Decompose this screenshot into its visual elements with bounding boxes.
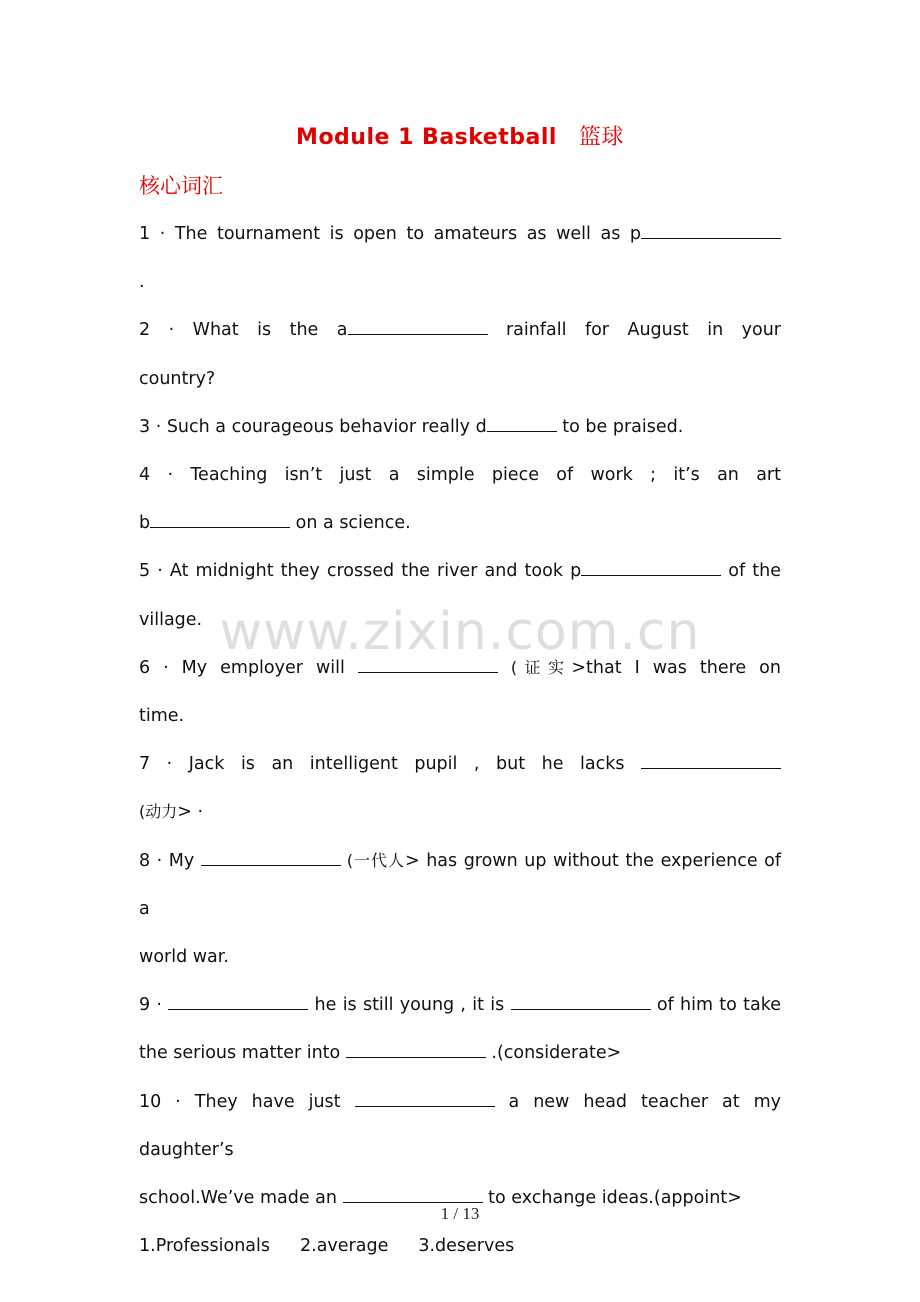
question-8-line-1: 8 · My (一代人> has grown up without the experience of a <box>139 850 781 919</box>
chinese-hint: (一代人 <box>340 850 406 870</box>
chinese-hint: (证实 <box>510 657 572 677</box>
question-9-line-2: the serious matter into .(considerate> <box>139 1043 622 1064</box>
answer-blank <box>358 671 498 673</box>
answer-blank <box>487 430 557 432</box>
chinese-hint: (动力 <box>139 802 178 822</box>
answer-blank <box>348 333 488 335</box>
title-chinese: 篮球 <box>578 125 624 150</box>
question-10-line-1: 10 · They have just a new head teacher at my daughter’s <box>139 1091 781 1160</box>
title-english: Module 1 Basketball <box>296 125 557 150</box>
answer-key <box>139 1222 781 1270</box>
answer-blank <box>511 1008 651 1010</box>
question-10-line-2: school.We’ve made an to exchange ideas.(appoint> <box>139 1188 742 1209</box>
question-9-line-1: 9 · he is still young , it is of him to take <box>139 995 781 1016</box>
answer-3: 3.deserves <box>418 1236 515 1257</box>
question-7-line-2: (动力> · <box>139 802 204 823</box>
question-3: 3 · Such a courageous behavior really d to be praised. <box>139 416 684 437</box>
question-2-line-1: 2 · What is the a rainfall for August in your <box>139 320 781 341</box>
answer-blank <box>641 237 781 239</box>
question-1-line-1: 1 · The tournament is open to amateurs as well as p <box>139 210 781 258</box>
answer-blank <box>150 526 290 528</box>
page-number: 1 / 13 <box>440 1204 480 1223</box>
answer-blank <box>581 574 721 576</box>
question-6-line-2: time. <box>139 706 185 727</box>
question-4-line-2: b on a science. <box>139 513 411 534</box>
answer-blank <box>641 767 781 769</box>
question-4-line-1: 4 · Teaching isn’t just a simple piece of work ; it’s an art <box>139 465 781 486</box>
question-5-line-1: 5 · At midnight they crossed the river and took p of the <box>139 561 781 582</box>
exercise-body <box>139 210 781 1270</box>
answer-blank <box>201 864 341 866</box>
watermark: www.zixin.com.cn <box>219 602 701 662</box>
question-7-line-1: 7 · Jack is an intelligent pupil , but he lacks <box>139 740 781 788</box>
answer-blank <box>343 1201 483 1203</box>
answer-blank <box>168 1008 308 1010</box>
question-8-line-2: world war. <box>139 947 229 968</box>
answer-1: 1.Professionals <box>139 1236 270 1257</box>
page-title <box>0 120 920 151</box>
answer-blank <box>346 1056 486 1058</box>
question-2-line-2: country? <box>139 368 216 389</box>
answer-blank <box>355 1105 495 1107</box>
question-5-line-2: village. <box>139 609 203 630</box>
question-6-line-1: 6 · My employer will (证实>that I was there on <box>139 657 781 678</box>
question-1-line-2: . <box>139 272 145 293</box>
section-heading: 核心词汇 <box>139 174 223 198</box>
answer-2: 2.average <box>300 1236 389 1257</box>
